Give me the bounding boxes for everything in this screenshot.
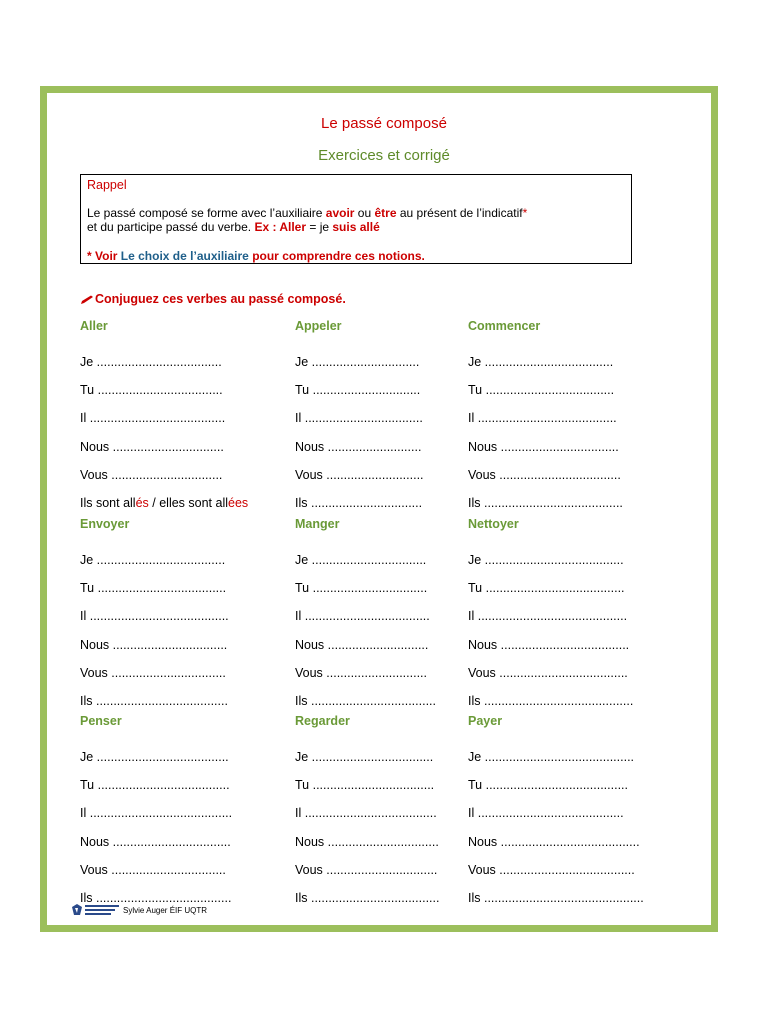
- conjugation-line[interactable]: Je .....................................: [468, 355, 614, 369]
- conjugation-line[interactable]: Tu ...................................: [295, 778, 435, 793]
- conjugation-line[interactable]: Vous .............................: [295, 665, 427, 680]
- conjugation-line-answer: Ils sont allés / elles sont allées: [80, 496, 249, 510]
- conjugation-line[interactable]: Tu ...............................: [295, 383, 421, 398]
- footer: [71, 903, 207, 917]
- conjugation-line[interactable]: Ils .....................................: [295, 891, 440, 905]
- conjugation-line[interactable]: Je ...................................: [295, 750, 434, 764]
- verb-heading: Nettoyer: [468, 517, 519, 531]
- conjugation-line[interactable]: Vous ...................................: [468, 467, 621, 482]
- rappel-box: [80, 174, 632, 264]
- conjugation-line[interactable]: Je .................................: [295, 553, 427, 567]
- conjugation-line[interactable]: Tu ....................................: [80, 383, 223, 398]
- conjugation-line[interactable]: Je ........................................: [468, 553, 624, 567]
- conjugation-line[interactable]: Nous .....................................: [468, 637, 630, 652]
- conjugation-line[interactable]: Vous .......................................: [468, 862, 635, 877]
- page-title: Le passé composé: [321, 115, 447, 132]
- conjugation-line[interactable]: Je .....................................: [80, 553, 226, 567]
- conjugation-line[interactable]: Je ......................................: [80, 750, 229, 764]
- conjugation-line[interactable]: Ils ......................................: [80, 694, 228, 708]
- rappel-line-2: et du participe passé du verbe. Ex : Aller = je suis allé: [87, 220, 380, 234]
- conjugation-line[interactable]: Tu .................................: [295, 581, 428, 596]
- conjugation-line[interactable]: Il .........................................: [80, 806, 233, 821]
- conjugation-line[interactable]: Il ...........................................: [468, 609, 628, 624]
- page-subtitle: Exercices et corrigé: [318, 147, 450, 164]
- conjugation-line[interactable]: Tu .....................................: [468, 383, 615, 398]
- conjugation-line[interactable]: Il ......................................: [295, 806, 437, 821]
- verb-heading: Regarder: [295, 714, 350, 728]
- conjugation-line[interactable]: Ils ...........................................: [468, 694, 634, 708]
- verb-heading: Payer: [468, 714, 503, 728]
- verb-heading: Appeler: [295, 319, 342, 333]
- conjugation-line[interactable]: Ils ..............................................: [468, 891, 644, 905]
- verb-heading: Aller: [80, 319, 108, 333]
- conjugation-line[interactable]: Vous ................................: [295, 862, 438, 877]
- school-logo: [71, 903, 121, 917]
- conjugation-line[interactable]: Il ........................................: [80, 609, 229, 624]
- conjugation-line[interactable]: Tu .....................................: [80, 581, 227, 596]
- conjugation-line[interactable]: Nous .............................: [295, 637, 429, 652]
- conjugation-line[interactable]: Je ....................................: [80, 355, 222, 369]
- conjugation-line[interactable]: Vous .................................: [80, 665, 226, 680]
- conjugation-line[interactable]: Ils ................................: [295, 496, 423, 510]
- verb-heading: Envoyer: [80, 517, 130, 531]
- conjugation-line[interactable]: Je ...........................................: [468, 750, 635, 764]
- conjugation-line[interactable]: Ils .......................................: [80, 891, 232, 905]
- conjugation-line[interactable]: Vous ............................: [295, 467, 424, 482]
- conjugation-line[interactable]: Il ..................................: [295, 411, 423, 426]
- verb-heading: Manger: [295, 517, 340, 531]
- conjugation-line[interactable]: Ils ........................................: [468, 496, 623, 510]
- conjugation-line[interactable]: Nous ................................: [80, 439, 224, 454]
- conjugation-line[interactable]: Nous ..................................: [80, 834, 231, 849]
- pencil-icon: [80, 295, 94, 305]
- conjugation-line[interactable]: Nous ................................: [295, 834, 439, 849]
- conjugation-line[interactable]: Il ........................................: [468, 411, 617, 426]
- auxiliaire-link[interactable]: Le choix de l’auxiliaire: [120, 249, 249, 263]
- verb-heading: Penser: [80, 714, 122, 728]
- conjugation-line[interactable]: Je ...............................: [295, 355, 420, 369]
- rappel-line-1: Le passé composé se forme avec l’auxiliaire avoir ou être au présent de l’indicatif*: [87, 206, 528, 220]
- conjugation-line[interactable]: Tu ........................................: [468, 581, 625, 596]
- conjugation-line[interactable]: Vous .................................: [80, 862, 226, 877]
- rappel-line-3: * Voir Le choix de l’auxiliaire pour comprendre ces notions.: [87, 249, 425, 263]
- rappel-heading: Rappel: [87, 178, 127, 192]
- conjugation-line[interactable]: Ils ....................................: [295, 694, 436, 708]
- conjugation-line[interactable]: Nous ..................................: [468, 439, 619, 454]
- conjugation-line[interactable]: Il .......................................: [80, 411, 226, 426]
- conjugation-line[interactable]: Il ..........................................: [468, 806, 624, 821]
- conjugation-line[interactable]: Il ....................................: [295, 609, 430, 624]
- footer-credit: Sylvie Auger ÉIF UQTR: [123, 905, 208, 915]
- conjugation-line[interactable]: Nous .................................: [80, 637, 228, 652]
- conjugation-line[interactable]: Tu .........................................: [468, 778, 628, 793]
- conjugation-line[interactable]: Vous .....................................: [468, 665, 628, 680]
- conjugation-line[interactable]: Vous ................................: [80, 467, 223, 482]
- conjugation-line[interactable]: Tu ......................................: [80, 778, 230, 793]
- conjugation-line[interactable]: Nous ...........................: [295, 439, 422, 454]
- verb-heading: Commencer: [468, 319, 541, 333]
- conjugation-line[interactable]: Nous ........................................: [468, 834, 640, 849]
- instruction: Conjuguez ces verbes au passé composé.: [80, 292, 346, 306]
